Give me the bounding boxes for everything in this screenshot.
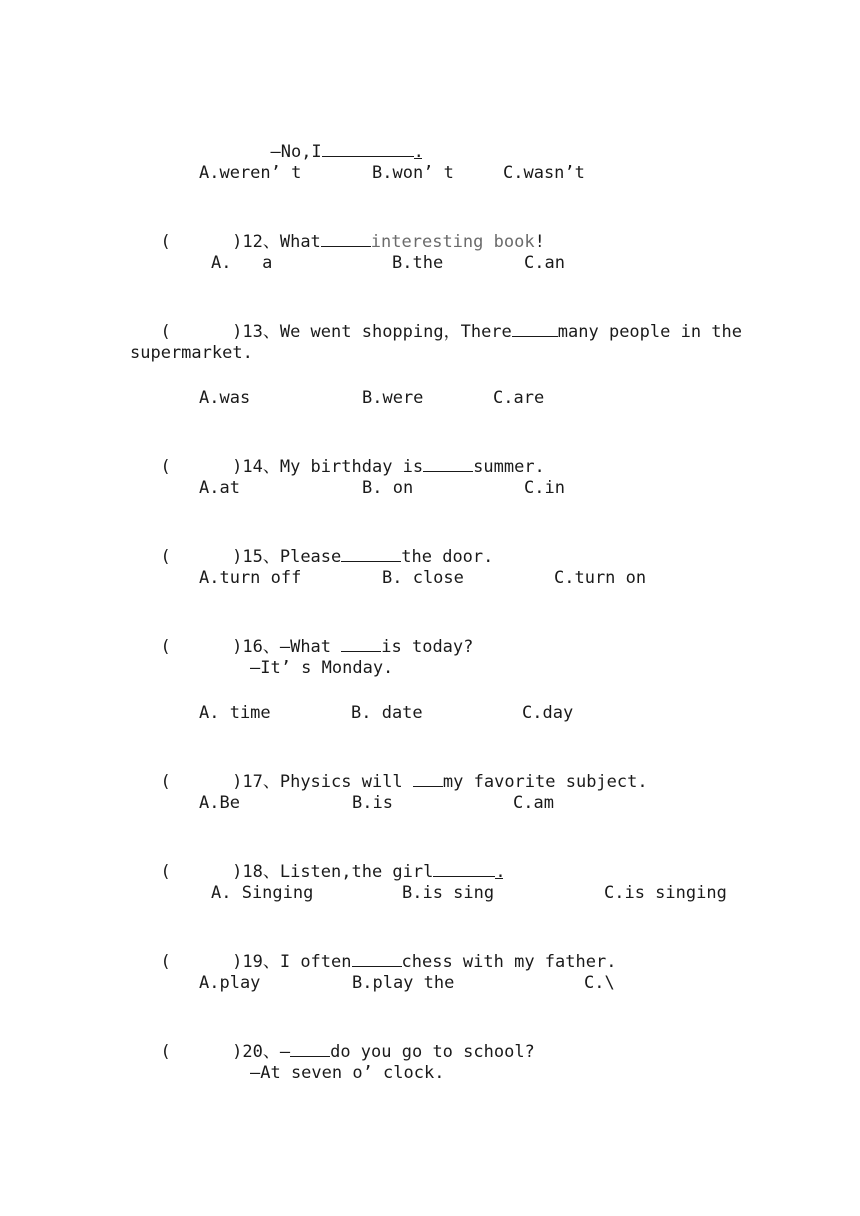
- q12-option-b[interactable]: B.the: [392, 253, 444, 273]
- q14-paren[interactable]: ( ): [160, 457, 243, 477]
- q15-option-a[interactable]: A.turn off: [199, 568, 302, 588]
- q18-blank[interactable]: [433, 859, 495, 877]
- q17-option-a[interactable]: A.Be: [199, 793, 240, 813]
- q17-text-a: 17、Physics will: [242, 772, 413, 792]
- q19-blank[interactable]: [352, 949, 402, 967]
- q19-text-a: 19、I often: [242, 952, 352, 972]
- q14-text-b: summer.: [473, 457, 545, 477]
- q14-text-a: 14、My birthday is: [242, 457, 424, 477]
- q19-option-c[interactable]: C.\: [584, 973, 615, 993]
- q19-paren[interactable]: ( ): [160, 952, 243, 972]
- q16-option-a[interactable]: A. time: [199, 703, 271, 723]
- q18-option-b[interactable]: B.is sing: [402, 883, 495, 903]
- q19-option-b[interactable]: B.play the: [352, 973, 455, 993]
- q17-option-b[interactable]: B.is: [352, 793, 393, 813]
- q12-paren[interactable]: ( ): [160, 232, 243, 252]
- q13-text-b: many people in the: [557, 322, 743, 342]
- q16-paren[interactable]: ( ): [160, 637, 243, 657]
- q11-option-a[interactable]: A.weren’ t: [199, 163, 302, 183]
- q16-option-b[interactable]: B. date: [351, 703, 423, 723]
- q18-option-a[interactable]: A. Singing: [211, 883, 314, 903]
- q18-end: .: [495, 862, 506, 882]
- q20-text-b: do you go to school?: [330, 1042, 535, 1062]
- q16-text-a: 16、—What: [242, 637, 342, 657]
- q11-option-c[interactable]: C.wasn’t: [503, 163, 585, 183]
- q13-question: [140, 297, 743, 342]
- q17-question: [140, 747, 648, 792]
- q15-paren[interactable]: ( ): [160, 547, 243, 567]
- q11-blank[interactable]: [322, 139, 414, 157]
- q12-number: 12、What: [242, 232, 321, 252]
- q16-blank[interactable]: [341, 634, 381, 652]
- q11-end: .: [413, 142, 424, 162]
- q14-option-b[interactable]: B. on: [362, 478, 414, 498]
- q17-paren[interactable]: ( ): [160, 772, 243, 792]
- q14-blank[interactable]: [423, 454, 473, 472]
- q16-reply: —It’ s Monday.: [250, 658, 394, 678]
- q19-question: [140, 927, 617, 972]
- q18-text-a: 18、Listen,the girl: [242, 862, 434, 882]
- q15-text-b: the door.: [401, 547, 494, 567]
- q15-text-a: 15、Please: [242, 547, 342, 567]
- q11-option-b[interactable]: B.won’ t: [372, 163, 454, 183]
- q18-paren[interactable]: ( ): [160, 862, 243, 882]
- q19-option-a[interactable]: A.play: [199, 973, 261, 993]
- q17-option-c[interactable]: C.am: [513, 793, 554, 813]
- q15-option-c[interactable]: C.turn on: [554, 568, 647, 588]
- q20-paren[interactable]: ( ): [160, 1042, 243, 1062]
- q17-blank[interactable]: [413, 769, 443, 787]
- q20-question: [140, 1017, 535, 1062]
- q18-question: [140, 837, 506, 882]
- q13-option-c[interactable]: C.are: [493, 388, 545, 408]
- q13-continuation: supermarket.: [130, 343, 253, 363]
- q11-answer-text: —No,I: [270, 142, 322, 162]
- q20-blank[interactable]: [290, 1039, 330, 1057]
- q16-option-c[interactable]: C.day: [522, 703, 574, 723]
- q14-option-a[interactable]: A.at: [199, 478, 240, 498]
- q17-text-b: my favorite subject.: [442, 772, 648, 792]
- q12-option-c[interactable]: C.an: [524, 253, 565, 273]
- q14-option-c[interactable]: C.in: [524, 478, 565, 498]
- q15-option-b[interactable]: B. close: [382, 568, 464, 588]
- q13-option-b[interactable]: B.were: [362, 388, 424, 408]
- q12-blank[interactable]: [321, 229, 371, 247]
- q12-option-a[interactable]: A. a: [211, 253, 273, 273]
- q20-reply: —At seven o’ clock.: [250, 1063, 445, 1083]
- q12-end: !: [534, 232, 545, 252]
- q16-text-b: is today?: [381, 637, 474, 657]
- q12-text: interesting book: [370, 232, 535, 252]
- q11-answer-line: [250, 117, 424, 162]
- q15-blank[interactable]: [341, 544, 401, 562]
- q15-question: [140, 522, 494, 567]
- q13-text-a: 13、We went shopping，There: [242, 322, 512, 342]
- q20-text-a: 20、—: [242, 1042, 291, 1062]
- q12-question: [140, 207, 545, 252]
- q18-option-c[interactable]: C.is singing: [604, 883, 727, 903]
- q13-blank[interactable]: [512, 319, 558, 337]
- q13-option-a[interactable]: A.was: [199, 388, 251, 408]
- q14-question: [140, 432, 545, 477]
- q19-text-b: chess with my father.: [401, 952, 617, 972]
- q16-question: [140, 612, 474, 657]
- q13-paren[interactable]: ( ): [160, 322, 243, 342]
